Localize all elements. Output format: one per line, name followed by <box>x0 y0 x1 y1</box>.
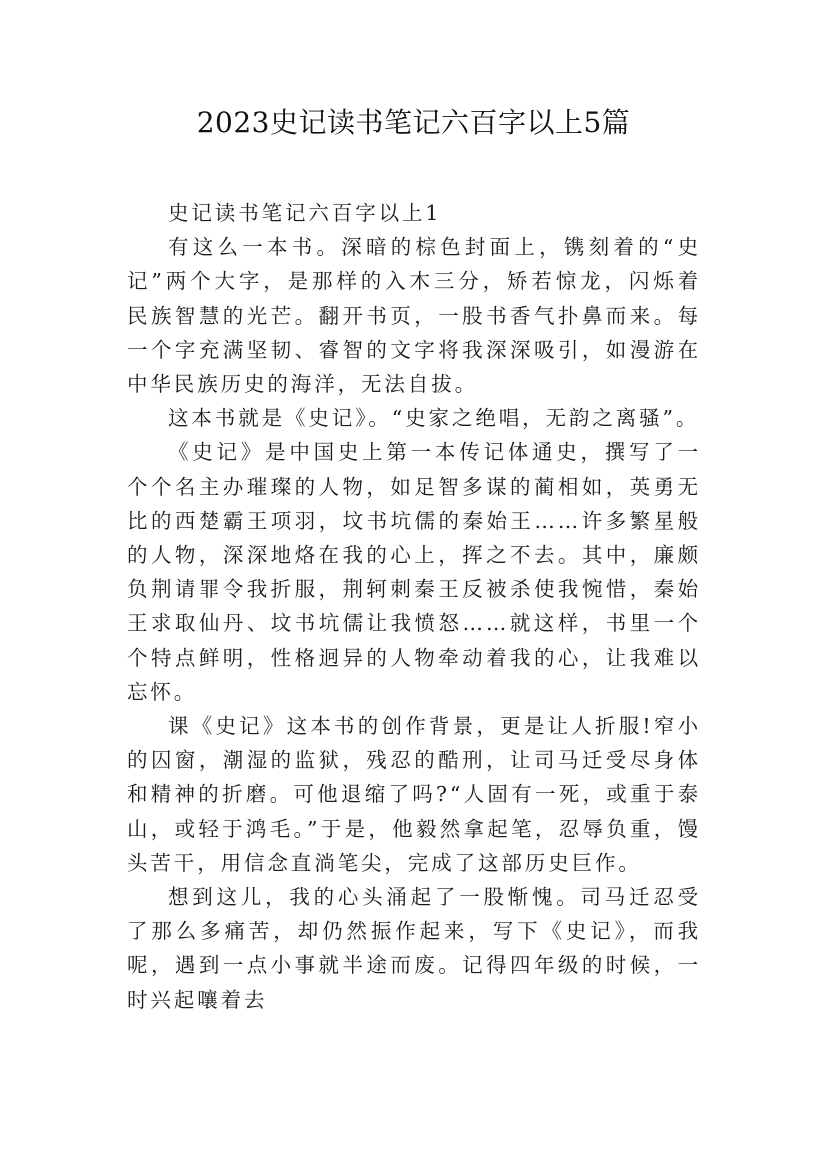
paragraph: 课《史记》这本书的创作背景，更是让人折服!窄小的囚窗，潮湿的监狱，残忍的酷刑，让司马迁受尽身体和精神的折磨。可他退缩了吗?“人固有一死，或重于泰山，或轻于鸿毛。”于是，他毅然拿起笔，忍辱负重，馒头苦干，用信念直淌笔尖，完成了这部历史巨作。 <box>127 714 701 875</box>
paragraph: 这本书就是《史记》。“史家之绝唱，无韵之离骚”。 <box>168 406 700 431</box>
paragraph: 《史记》是中国史上第一本传记体通史，撰写了一个个名主办璀璨的人物，如足智多谋的蔺相如，英勇无比的西楚霸王项羽，坟书坑儒的秦始王……许多繁星般的人物，深深地烙在我的心上，挥之不去。其中，廉颇负荆请罪令我折服，荆轲刺秦王反被杀使我惋惜，秦始王求取仙丹、坟书坑儒让我愤怒……就这样，书里一个个特点鲜明，性格迥异的人物牵动着我的心，让我难以忘怀。 <box>127 440 701 704</box>
document-title: 2023史记读书笔记六百字以上5篇 <box>196 106 631 139</box>
document-body <box>127 196 701 1017</box>
section-heading: 史记读书笔记六百字以上1 <box>168 201 442 225</box>
paragraph: 有这么一本书。深暗的棕色封面上，镌刻着的“史记”两个大字，是那样的入木三分，矫若惊龙，闪烁着民族智慧的光芒。翻开书页，一股书香气扑鼻而来。每一个字充满坚韧、睿智的文字将我深深吸引，如漫游在中华民族历史的海洋，无法自拔。 <box>127 235 701 397</box>
paragraph: 想到这儿，我的心头涌起了一股惭愧。司马迁忍受了那么多痛苦，却仍然振作起来，写下《史记》，而我呢，遇到一点小事就半途而废。记得四年级的时候，一时兴起嚷着去 <box>127 885 701 1012</box>
